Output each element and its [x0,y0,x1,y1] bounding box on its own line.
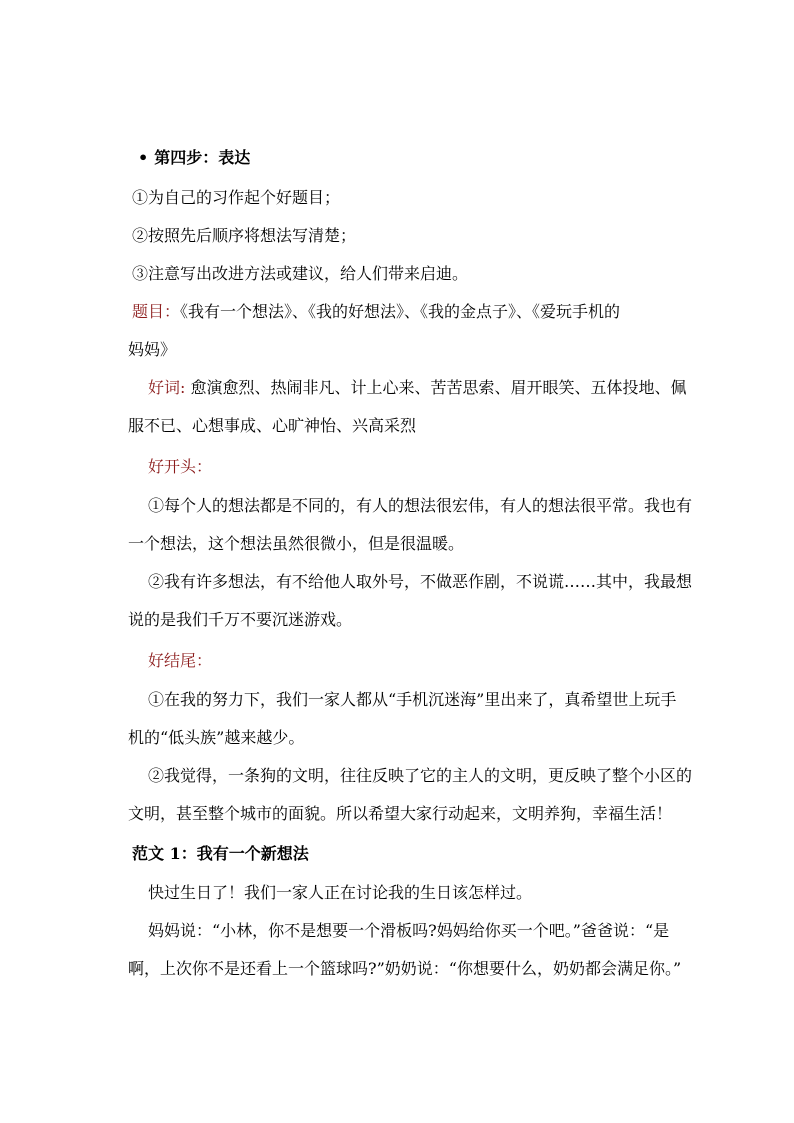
ending-p2-line-2: 文明，甚至整个城市的面貌。所以希望大家行动起来，文明养狗，幸福生活！ [128,804,673,823]
ending-p2-line-1: ②我觉得，一条狗的文明，往往反映了它的主人的文明，更反映了整个小区的 [148,766,693,785]
words-line-1 [148,377,708,399]
opening-label: 好开头： [148,457,213,476]
essay-heading: 范文 1：我有一个新想法 [132,844,309,863]
step-title: 第四步：表达 [154,148,251,167]
words-text-1: 愈演愈烈、热闹非凡、计上心来、苦苦思索、眉开眼笑、五体投地、佩 [185,378,687,397]
titles-line-2: 妈妈》 [128,340,177,359]
titles-text-1: 《我有一个想法》、《我的好想法》、《我的金点子》、《爱玩手机的 [180,302,621,321]
essay-paragraph-2-line-2: 啊，上次你不是还看上一个篮球吗?”奶奶说：“你想要什么，奶奶都会满足你。” [128,959,682,978]
titles-label: 题目： [132,302,181,321]
opening-p1-line-2: 一个想法，这个想法虽然很微小，但是很温暖。 [128,534,465,553]
opening-p2-line-1: ②我有许多想法，有不给他人取外号，不做恶作剧，不说谎……其中，我最想 [148,572,693,591]
step-item-3: ③注意写出改进方法或建议，给人们带来启迪。 [132,264,469,283]
step-item-1: ①为自己的习作起个好题目； [132,188,341,207]
titles-line-1 [132,301,692,323]
words-line-2: 服不已、心想事成、心旷神怡、兴高采烈 [128,416,417,435]
essay-paragraph-1: 快过生日了！我们一家人正在讨论我的生日该怎样过。 [148,883,533,902]
bullet-icon: • [138,148,149,167]
ending-label: 好结尾： [148,651,213,670]
opening-p2-line-2: 说的是我们千万不要沉迷游戏。 [128,610,353,629]
ending-p1-line-1: ①在我的努力下，我们一家人都从“手机沉迷海”里出来了，真希望世上玩手 [148,690,677,709]
ending-p1-line-2: 机的“低头族”越来越少。 [128,728,305,747]
words-label: 好词: [148,378,186,397]
essay-paragraph-2-line-1: 妈妈说：“小林，你不是想要一个滑板吗?妈妈给你买一个吧。”爸爸说：“是 [148,921,670,940]
opening-p1-line-1: ①每个人的想法都是不同的，有人的想法很宏伟，有人的想法很平常。我也有 [148,496,693,515]
step-heading [138,147,698,169]
step-item-2: ②按照先后顺序将想法写清楚； [132,226,357,245]
